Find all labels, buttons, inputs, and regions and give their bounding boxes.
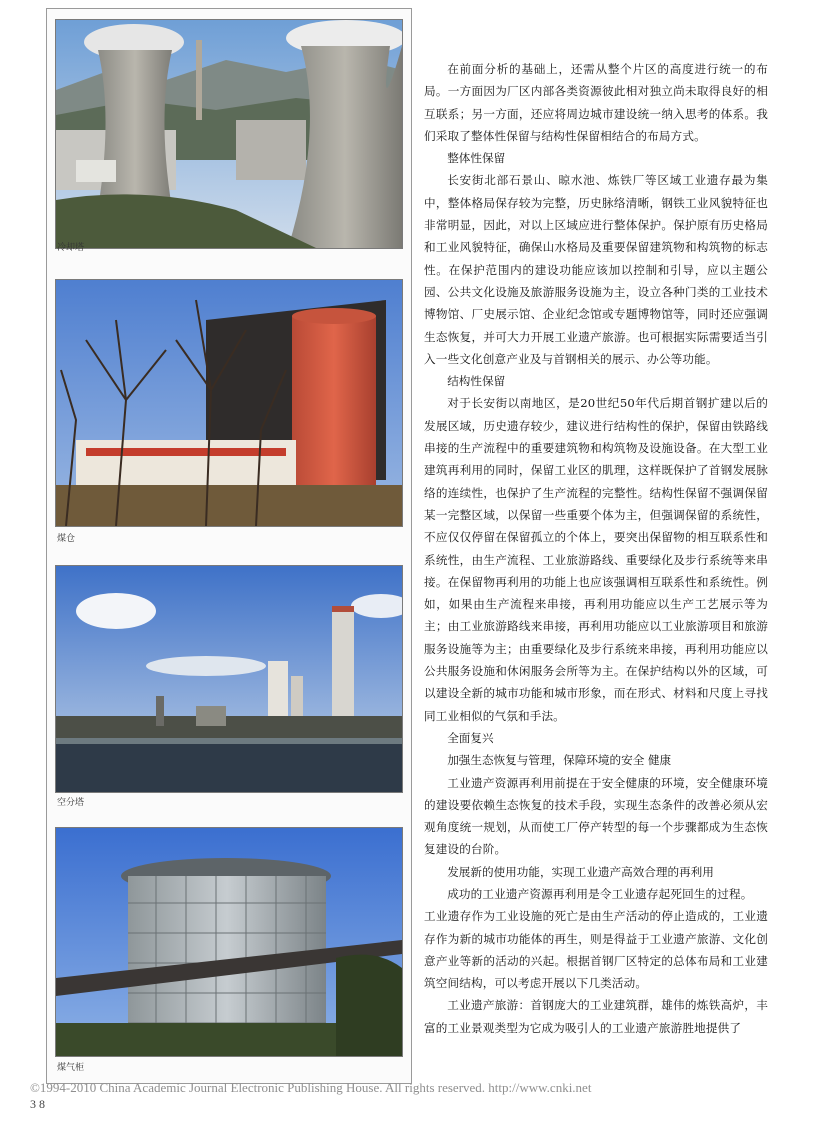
cooling-towers-image (56, 20, 402, 248)
paragraph-overall-preservation: 长安街北部石景山、晾水池、炼铁厂等区域工业遗存最为集中，整体格局保存较为完整，历史脉络清晰，钢铁工业风貌特征也非常明显，因此，对以上区域应进行整体保护。保护原有历史格局和工业风貌特征，确保山水格局及重要保留建筑物和构筑物的标志性。在保护范围内的建设功能应该加以控制和引导，应以主题公园、公共文化设施及旅游服务设施为主，设立各种门类的工业技术博物馆、厂史展示馆、企业纪念馆或专题博物馆等，同时还应强调生态恢复，并可大力开展工业遗产旅游。也可根据实际需要适当引入一些文化创意产业及与首钢相关的展示、办公等功能。 (424, 173, 768, 366)
photo-caption: 煤气柜 (57, 1063, 85, 1073)
photo-column (46, 8, 412, 1084)
photo-cooling-towers (55, 19, 403, 249)
subheading-new-functions: 发展新的使用功能，实现工业遗产高效合理的再利用 (447, 864, 714, 879)
paragraph-industrial-tourism: 工业遗产旅游：首钢庞大的工业建筑群，雄伟的炼铁高炉，丰富的工业景观类型为它成为吸引人的工业遗产旅游胜地提供了 (424, 998, 768, 1035)
article-body (424, 58, 768, 1039)
paragraph-layout-intro: 在前面分析的基础上，还需从整个片区的高度进行统一的布局。一方面因为厂区内部各类资源彼此相对独立尚未取得良好的相互联系；另一方面，还应将周边城市建设统一纳入思考的体系。我们采取了整体性保留与结构性保留相结合的布局方式。 (424, 62, 768, 143)
heading-overall-preservation: 整体性保留 (447, 151, 506, 166)
photo-coal-silo (55, 279, 403, 527)
photo-caption: 冷却塔 (57, 243, 85, 253)
paragraph-rebirth: 工业遗存作为工业设施的死亡是由生产活动的停止造成的，工业遗存作为新的城市功能体的再生，则是得益于工业遗产旅游、文化创意产业等新的活动的兴起。根据首钢厂区特定的总体布局和工业建筑空间结构，可以考虑开展以下几类活动。 (424, 909, 768, 991)
paragraph-structural-preservation: 对于长安街以南地区，是20世纪50年代后期首钢扩建以后的发展区域，历史遗存较少，建议进行结构性的保护，保留由铁路线串接的生产流程中的重要建筑物和构筑物及设施设备。在大型工业建筑再利用的同时，保留工业区的肌理，这样既保护了首钢发展脉络的连续性，也保护了生产流程的完整性。结构性保留不强调保留某一完整区域，以保留一些重要个体为主，但强调保留的系统性，不应仅仅停留在保留孤立的个体上，要突出保留物的相互联系性和系统性，由生产流程、工业旅游路线、重要绿化及步行系统等来串接。在保留物再利用的功能上也应该强调相互联系性和系统性。例如，如果由生产流程来串接，再利用功能应以生产工艺展示等为主；由工业旅游路线来串接，再利用功能应以工业旅游项目和旅游服务设施等为主；由重要绿化及步行系统来串接，再利用功能应以公共服务设施和休闲服务会所等为主。在保护结构以外的区域，可以建设全新的城市功能和城市形象，而在形式、材料和尺度上寻找同工业相似的气氛和手法。 (424, 396, 768, 723)
photo-air-separation-tower (55, 565, 403, 793)
paragraph-ecological-restoration: 工业遗产资源再利用前提在于安全健康的环境，安全健康环境的建设要依赖生态恢复的技术手段，实现生态条件的改善必须从宏观角度统一规划，从而使工厂停产转型的每一个步骤都成为生态恢复建设的台阶。 (424, 775, 768, 857)
photo-gas-holder (55, 827, 403, 1057)
page-number: 3 8 (30, 1097, 45, 1111)
copyright-footer: ©1994-2010 China Academic Journal Electronic Publishing House. All rights reserved. http://www.cnki.net (30, 1080, 592, 1095)
gas-holder-image (56, 828, 402, 1056)
subheading-ecological-restoration: 加强生态恢复与管理，保障环境的安全 健康 (447, 753, 672, 768)
heading-structural-preservation: 结构性保留 (447, 374, 506, 389)
air-separation-tower-image (56, 566, 402, 792)
coal-silo-image (56, 280, 402, 526)
paragraph-successful-reuse: 成功的工业遗产资源再利用是令工业遗存起死回生的过程。 (447, 886, 753, 901)
heading-full-revival: 全面复兴 (447, 730, 494, 745)
photo-caption: 空分塔 (57, 798, 85, 808)
photo-caption: 煤仓 (57, 534, 76, 544)
